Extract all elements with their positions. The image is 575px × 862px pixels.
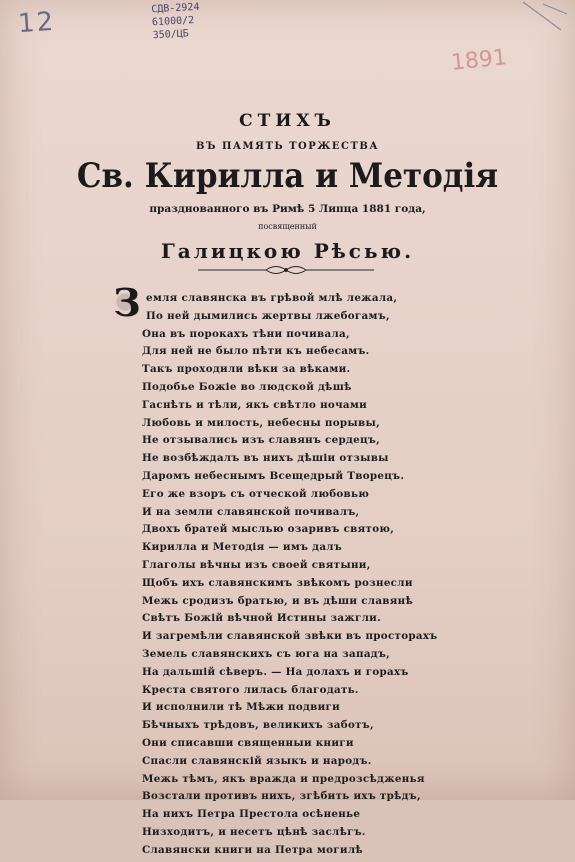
poem-line: Для ней не было пѣти къ небесамъ. [142,345,370,358]
poem-line: Не отзывались изъ славянъ сердецъ, [142,434,380,447]
poem-line: Такъ проходили вѣки за вѣками. [142,363,351,376]
stamp-line: 350/ЦБ [152,28,190,42]
poem-body [142,292,438,862]
poem-line: По ней дымились жертвы лжебогамъ, [146,309,390,322]
poem-line: И на земли славянской почивалъ, [142,505,360,518]
poem-line: Земель славянскихъ съ юга на западъ, [142,647,391,660]
poem-line: Она въ порокахъ тѣни почивала, [142,327,350,340]
archive-stamp [151,1,201,42]
stamp-line: 61000/2 [151,15,195,29]
poem-line: Кирилла и Методія — имъ далъ [142,541,343,554]
poem-line: Щобъ ихъ славянскимъ звѣкомъ рознесли [142,576,413,589]
red-annotation: 1891 [449,45,509,76]
poem-line: Подобье Божіе во людской дѣшѣ [142,380,352,393]
poem-line: На дальшій сѣверъ. — На долахъ и горахъ [142,665,409,678]
document-title: СТИХЪ [239,111,336,131]
poem-line: Возстали противъ нихъ, згѣбить ихъ трѣдъ, [142,790,421,803]
poem-line: Межь сродизъ братью, и въ дѣши славянѣ [142,594,414,607]
poem-line: Не возбѣждалъ въ нихъ дѣшіи отзывы [142,452,389,465]
poem-line: Глаголы вѣчны изъ своей святыни, [142,558,371,571]
dedication-label: посвященный [258,222,317,231]
poem-line: Гаснѣть и тѣли, якъ свѣтло ночами [142,398,368,411]
poem-line: емля славянска въ грѣвой млѣ лежала, [146,292,398,304]
poem-line: Двохъ братей мыслью озаривъ святою, [142,523,395,536]
poem-line: Даромъ небеснымъ Всещедрый Творецъ. [142,469,405,482]
drop-cap: З [113,280,141,325]
poem-line: Любовь и милость, небесны порывы, [142,416,380,429]
poem-line: Межь тѣмъ, якъ вражда и предрозсѣдженья [142,772,425,785]
poem-line: Спасли славянскій языкъ и народъ. [142,754,372,767]
poem-line: На нихъ Петра Престола осѣненье [142,808,361,821]
poem-line: Славянски книги на Петра могилѣ [142,843,363,856]
poem-line: Креста святого лилась благодать. [142,683,359,696]
poem-line: Бѣчныхъ трѣдовъ, великихъ заботъ, [142,719,374,732]
dateline: празднованного въ Римѣ 5 Липца 1881 года, [149,203,426,215]
dedicatee: Галицкою Рѣсью. [160,239,415,263]
ornament-divider-icon [196,263,376,277]
poem-line: Они списавши священныи книги [142,736,354,749]
poem-line: Низходитъ, и несетъ цѣнѣ заслѣгъ. [142,825,366,838]
poem-line: И исполнили тѣ Мѣжи подвиги [142,701,341,714]
poem-line: Его же взоръ съ отческой любовью [142,487,370,500]
pencil-annotation: 12 [16,6,57,40]
stamp-line: СДВ-2924 [151,1,200,16]
saints-names: Св. Кирилла и Методія [76,156,499,196]
document-subtitle: ВЪ ПАМЯТЬ ТОРЖЕСТВА [195,141,380,152]
pencil-mark-icon [513,0,573,60]
poem-line: Свѣтъ Божій вѣчной Истины зажгли. [142,612,382,625]
poem-line: И загремѣли славянской звѣки въ просторахъ [142,630,438,643]
